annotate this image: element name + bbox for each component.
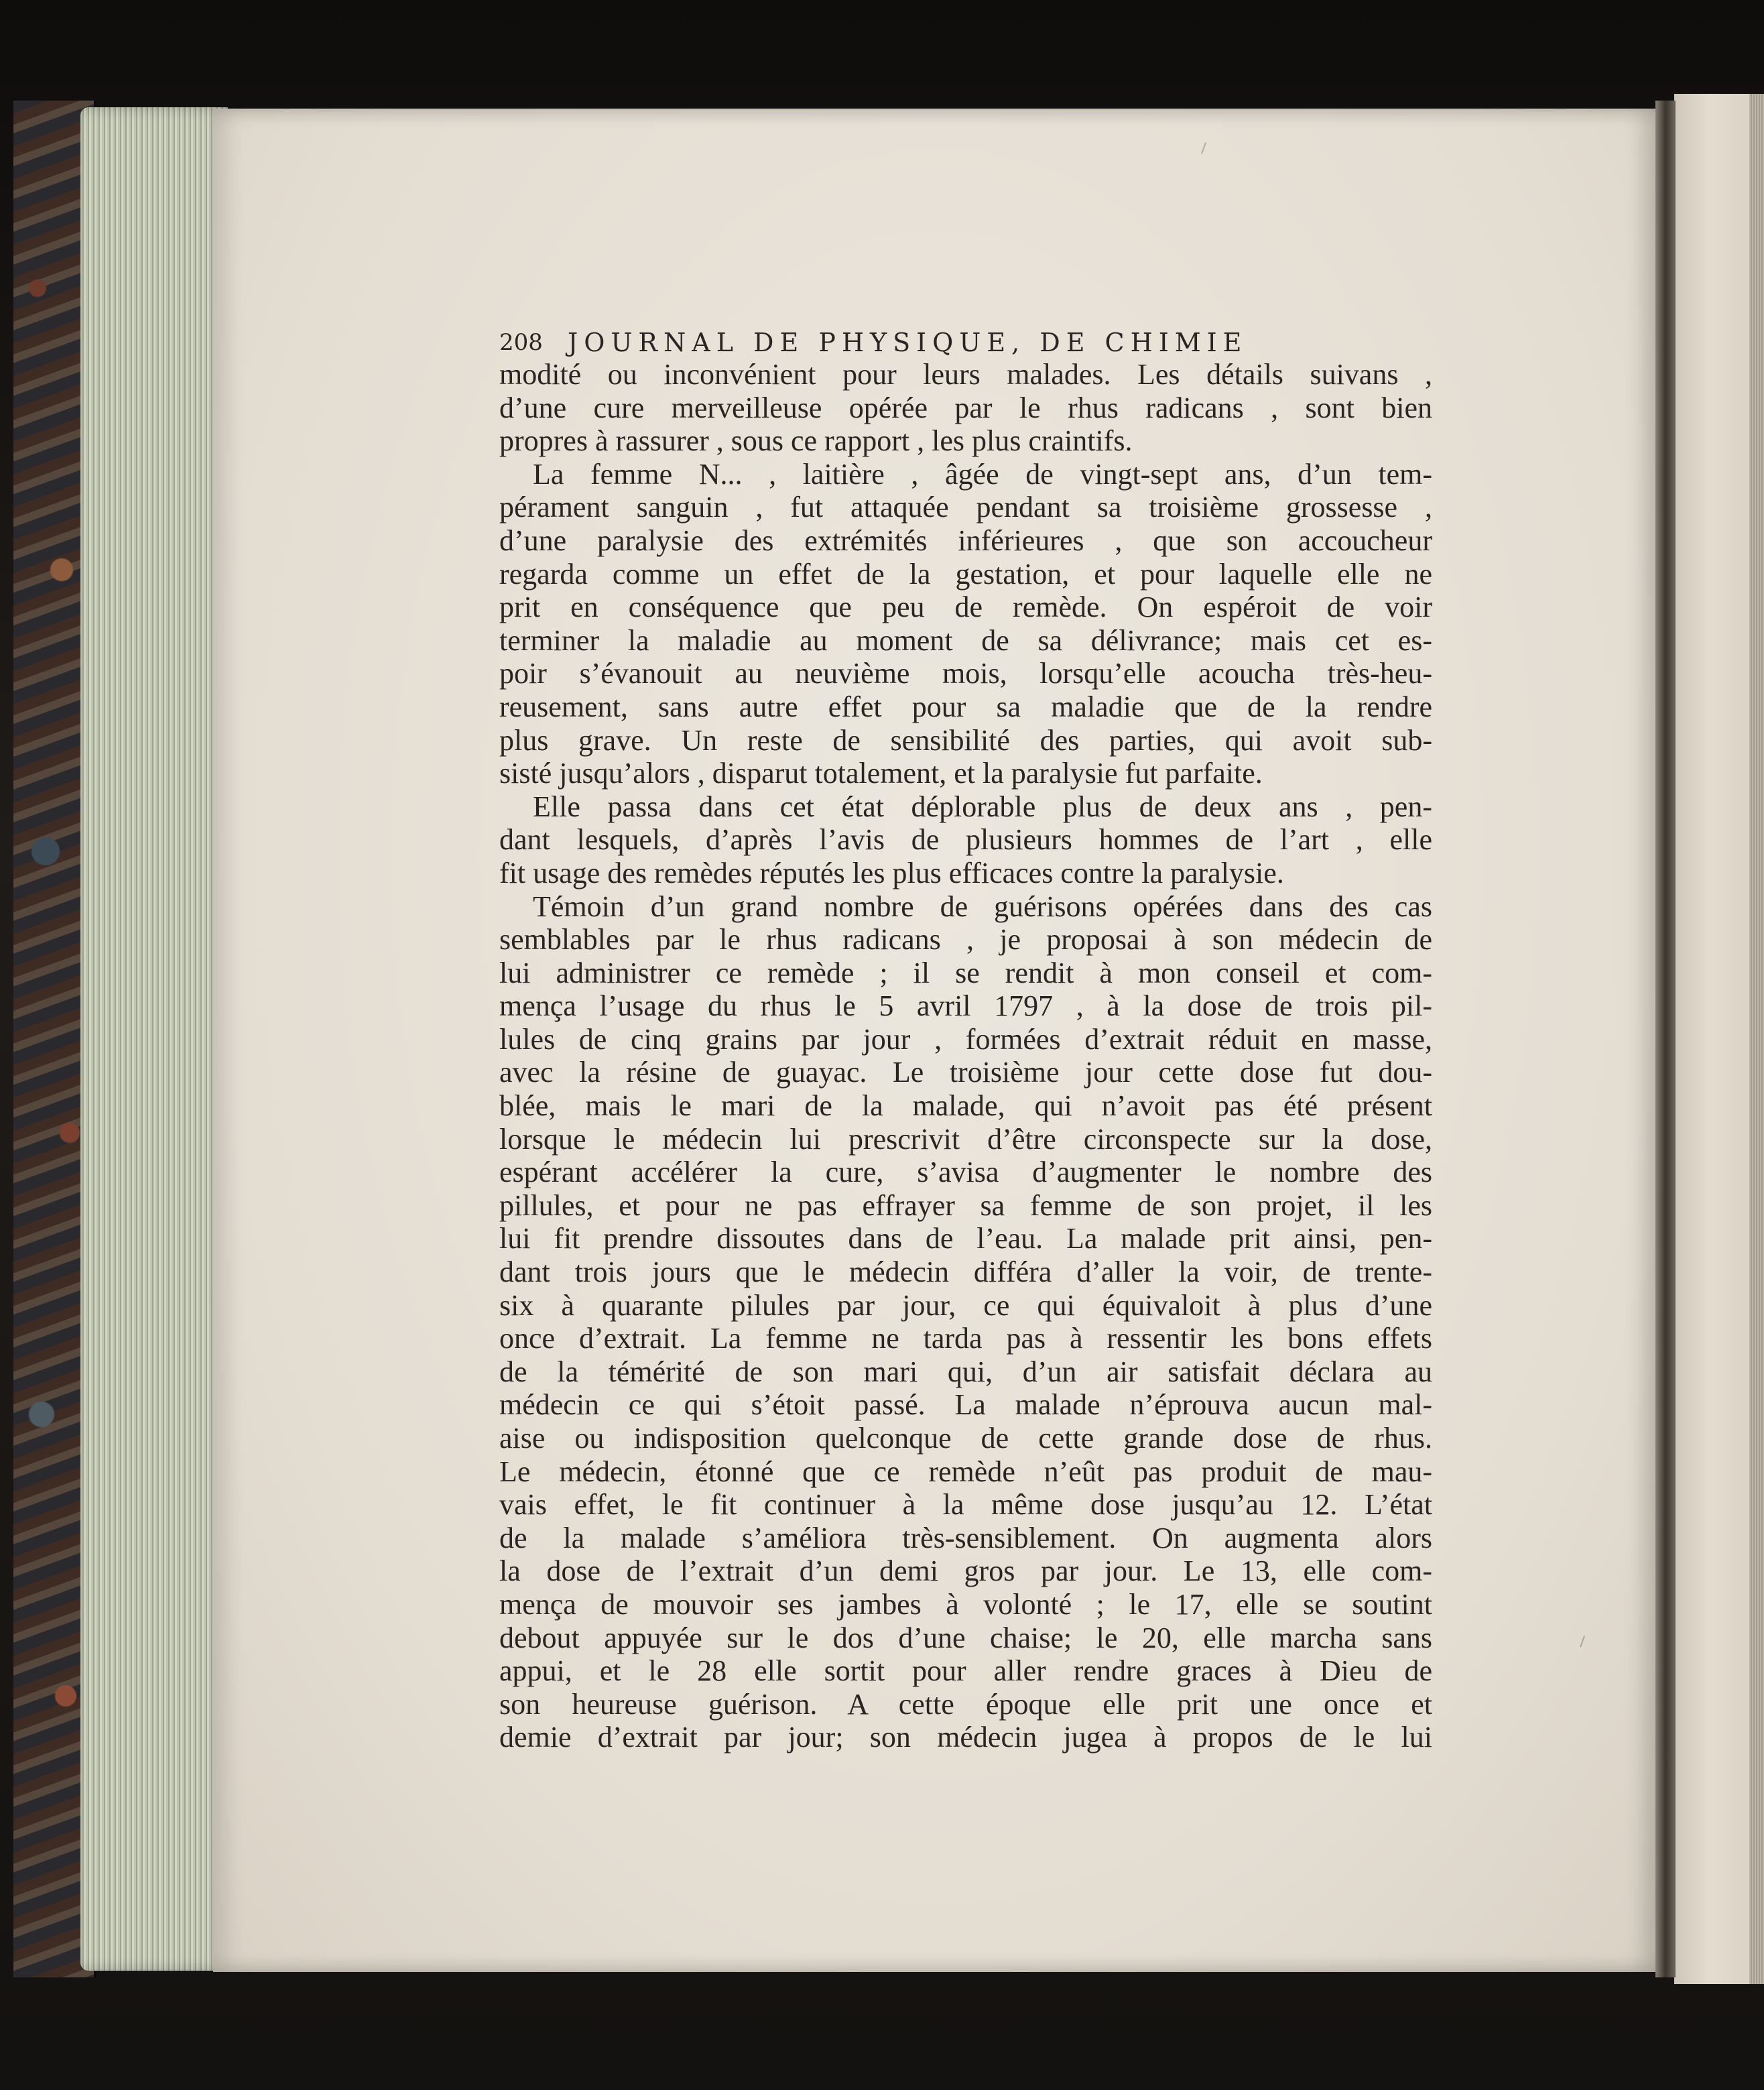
text-line: pérament sanguin , fut attaquée pendant sa troisième grossesse ,: [499, 491, 1432, 524]
text-line: d’une paralysie des extrémités inférieures , que son accoucheur: [499, 524, 1432, 557]
text-line: semblables par le rhus radicans , je proposai à son médecin de: [499, 923, 1432, 957]
text-line: mença de mouvoir ses jambes à volonté ; le 17, elle se soutint: [499, 1587, 1432, 1621]
text-line: fit usage des remèdes réputés les plus efficaces contre la paralysie.: [499, 856, 1284, 889]
text-line: espérant accélérer la cure, s’avisa d’augmenter le nombre des: [499, 1156, 1432, 1189]
text-line: dant lesquels, d’après l’avis de plusieurs hommes de l’art , elle: [499, 823, 1432, 857]
text-line: vais effet, le fit continuer à la même dose jusqu’au 12. L’état: [499, 1488, 1432, 1522]
text-line: regarda comme un effet de la gestation, et pour laquelle elle ne: [499, 557, 1432, 591]
text-line: Témoin d’un grand nombre de guérisons opérées dans des cas: [533, 889, 1432, 923]
text-line: propres à rassurer , sous ce rapport , les plus craintifs.: [499, 424, 1133, 458]
text-line: sisté jusqu’alors , disparut totalement, et la paralysie fut parfaite.: [499, 757, 1263, 790]
text-line: La femme N... , laitière , âgée de vingt-sept ans, d’un tem-: [533, 457, 1432, 491]
text-line: appui, et le 28 elle sortit pour aller rendre graces à Dieu de: [499, 1654, 1432, 1688]
text-line: de la témérité de son mari qui, d’un air satisfait déclara au: [499, 1355, 1432, 1388]
page-text-block: [499, 327, 1432, 1754]
text-line: plus grave. Un reste de sensibilité des parties, qui avoit sub-: [499, 723, 1432, 757]
text-line: prit en conséquence que peu de remède. On espéroit de voir: [499, 591, 1432, 624]
text-line: poir s’évanouit au neuvième mois, lorsqu’elle acoucha très-heu-: [499, 657, 1432, 690]
text-line: terminer la maladie au moment de sa délivrance; mais cet es-: [499, 623, 1432, 657]
text-line: la dose de l’extrait d’un demi gros par jour. Le 13, elle com-: [499, 1554, 1432, 1588]
text-line: lui administrer ce remède ; il se rendit à mon conseil et com-: [499, 956, 1432, 989]
journal-title: JOURNAL DE PHYSIQUE, DE CHIMIE: [568, 328, 1248, 357]
text-line: aise ou indisposition quelconque de cette grande dose de rhus.: [499, 1422, 1432, 1455]
book-gutter: [1655, 101, 1676, 1977]
text-line: Elle passa dans cet état déplorable plus de deux ans , pen-: [533, 790, 1432, 823]
text-line: médecin ce qui s’étoit passé. La malade n’éprouva aucun mal-: [499, 1388, 1432, 1422]
text-line: blée, mais le mari de la malade, qui n’avoit pas été présent: [499, 1089, 1432, 1123]
text-line: debout appuyée sur le dos d’une chaise; le 20, elle marcha sans: [499, 1621, 1432, 1654]
text-line: mença l’usage du rhus le 5 avril 1797 , à la dose de trois pil-: [499, 989, 1432, 1023]
text-line: lorsque le médecin lui prescrivit d’être circonspecte sur la dose,: [499, 1122, 1432, 1156]
text-line: lui fit prendre dissoutes dans de l’eau. La malade prit ainsi, pen-: [499, 1222, 1432, 1255]
running-head: [499, 327, 1432, 358]
text-line: pillules, et pour ne pas effrayer sa femme de son projet, il les: [499, 1188, 1432, 1222]
text-line: once d’extrait. La femme ne tarda pas à ressentir les bons effets: [499, 1322, 1432, 1355]
text-line: reusement, sans autre effet pour sa maladie que de la rendre: [499, 690, 1432, 723]
text-line: de la malade s’améliora très-sensiblement. On augmenta alors: [499, 1521, 1432, 1554]
text-line: dant trois jours que le médecin différa d’aller la voir, de trente-: [499, 1255, 1432, 1289]
text-line: avec la résine de guayac. Le troisième jour cette dose fut dou-: [499, 1056, 1432, 1089]
text-line: son heureuse guérison. A cette époque elle prit une once et: [499, 1687, 1432, 1721]
page-number: 208: [499, 329, 543, 356]
adjacent-page-edges: [1749, 94, 1764, 1984]
body-text: [499, 358, 1432, 1754]
text-line: lules de cinq grains par jour , formées d’extrait réduit en masse,: [499, 1022, 1432, 1056]
text-line: six à quarante pilules par jour, ce qui équivaloit à plus d’une: [499, 1288, 1432, 1322]
text-line: Le médecin, étonné que ce remède n’eût pas produit de mau-: [499, 1455, 1432, 1488]
text-line: demie d’extrait par jour; son médecin jugea à propos de le lui: [499, 1721, 1432, 1754]
page-edges: [80, 107, 228, 1971]
text-line: modité ou inconvénient pour leurs malades. Les détails suivans ,: [499, 358, 1432, 391]
text-line: d’une cure merveilleuse opérée par le rhus radicans , sont bien: [499, 391, 1432, 424]
